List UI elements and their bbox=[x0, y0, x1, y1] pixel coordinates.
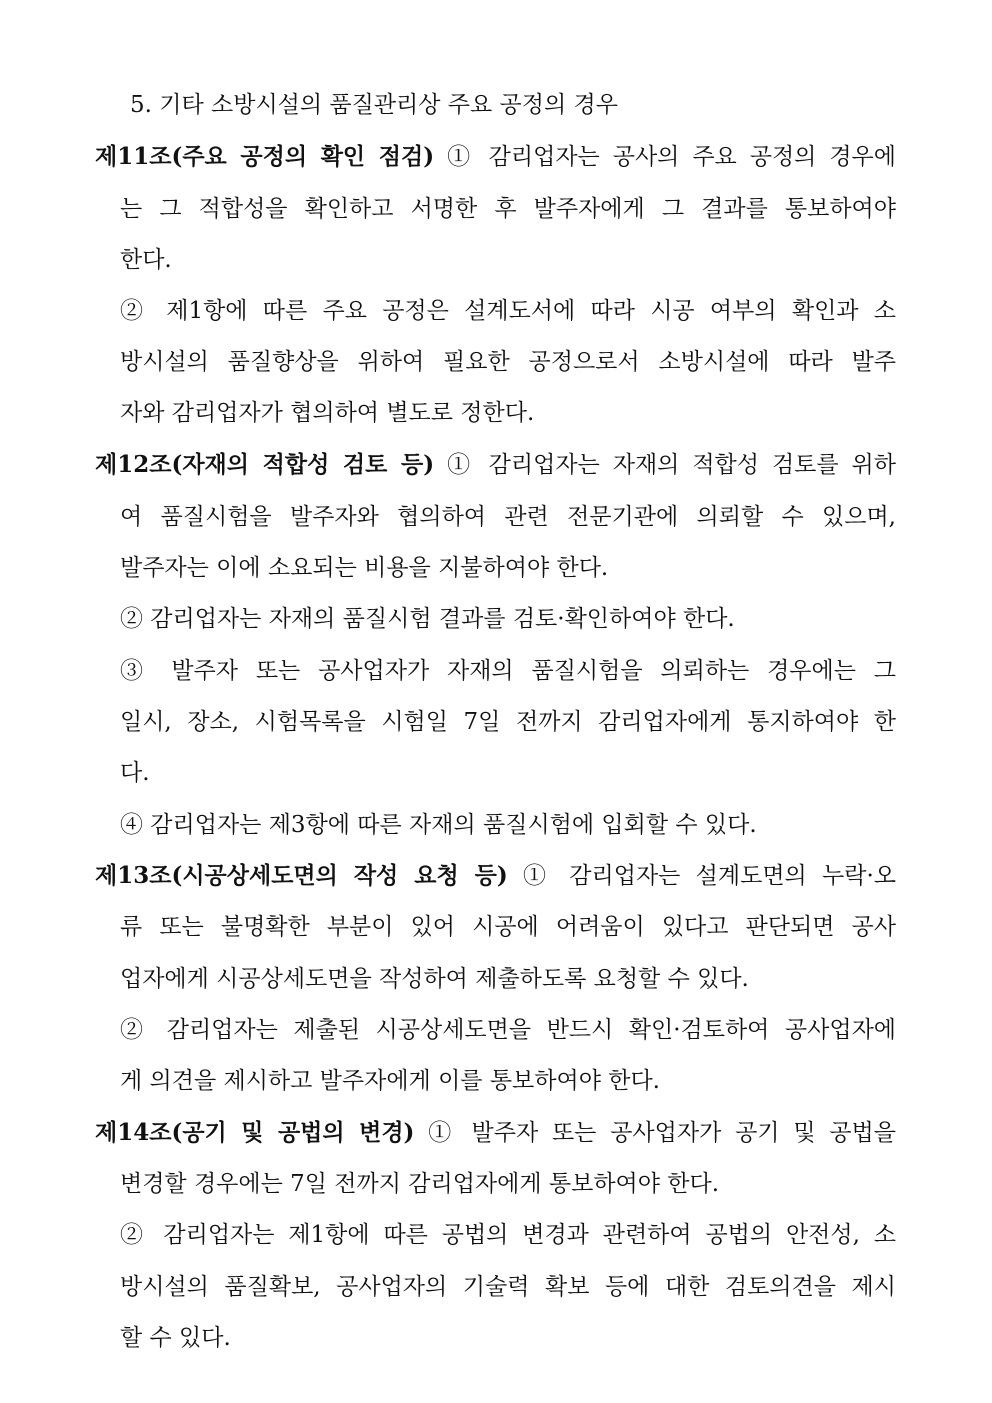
line-text: 방시설의 품질향상을 위하여 필요한 공정으로서 소방시설에 따라 발주 bbox=[120, 349, 896, 375]
line-text: 일시, 장소, 시험목록을 시험일 7일 전까지 감리업자에게 통지하여야 한 bbox=[120, 709, 896, 735]
line-text: ④ 감리업자는 제3항에 따른 자재의 품질시험에 입회할 수 있다. bbox=[120, 812, 757, 838]
text-line bbox=[120, 1169, 719, 1199]
line-text: 류 또는 불명확한 부분이 있어 시공에 어려움이 있다고 판단되면 공사 bbox=[120, 914, 896, 940]
text-line bbox=[120, 810, 757, 840]
line-text: 할 수 있다. bbox=[120, 1325, 231, 1351]
line-text: 한다. bbox=[120, 247, 172, 273]
line-text: ① 감리업자는 공사의 주요 공정의 경우에 bbox=[434, 144, 896, 170]
line-text: ② 감리업자는 제출된 시공상세도면을 반드시 확인·검토하여 공사업자에 bbox=[120, 1017, 896, 1043]
text-line bbox=[120, 1015, 896, 1045]
text-line bbox=[120, 296, 896, 326]
text-line bbox=[120, 912, 896, 942]
line-text: ① 감리업자는 자재의 적합성 검토를 위하 bbox=[434, 452, 896, 478]
text-line bbox=[120, 502, 896, 532]
article-14-heading-line bbox=[95, 1118, 896, 1148]
text-line bbox=[120, 656, 896, 686]
line-text: 다. bbox=[120, 760, 150, 786]
article-13-heading: 제13조(시공상세도면의 작성 요청 등) bbox=[95, 862, 508, 889]
article-14-heading: 제14조(공기 및 공법의 변경) bbox=[95, 1119, 415, 1146]
text-line bbox=[120, 1066, 660, 1096]
line-text: ② 감리업자는 제1항에 따른 공법의 변경과 관련하여 공법의 안전성, 소 bbox=[120, 1222, 896, 1248]
line-text: 발주자는 이에 소요되는 비용을 지불하여야 한다. bbox=[120, 555, 609, 581]
article-13-heading-line bbox=[95, 861, 896, 891]
line-text: 는 그 적합성을 확인하고 서명한 후 발주자에게 그 결과를 통보하여야 bbox=[120, 196, 896, 222]
text-line bbox=[120, 1220, 896, 1250]
text-line bbox=[120, 553, 608, 583]
text-line bbox=[120, 964, 749, 994]
article-11-heading: 제11조(주요 공정의 확인 점검) bbox=[95, 143, 435, 170]
text-line bbox=[120, 398, 534, 428]
text-line bbox=[120, 245, 172, 275]
line-text: 방시설의 품질확보, 공사업자의 기술력 확보 등에 대한 검토의견을 제시 bbox=[120, 1274, 896, 1300]
text-line bbox=[120, 707, 896, 737]
line-text: ② 감리업자는 자재의 품질시험 결과를 검토·확인하여야 한다. bbox=[120, 606, 735, 632]
text-line bbox=[120, 1323, 231, 1353]
line-text: 변경할 경우에는 7일 전까지 감리업자에게 통보하여야 한다. bbox=[120, 1171, 720, 1197]
article-12-heading-line bbox=[95, 450, 896, 480]
text-line bbox=[120, 604, 735, 634]
line-text: 여 품질시험을 발주자와 협의하여 관련 전문기관에 의뢰할 수 있으며, bbox=[120, 504, 896, 530]
line-text: ① 감리업자는 설계도면의 누락·오 bbox=[507, 863, 896, 889]
line-text: ① 발주자 또는 공사업자가 공기 및 공법을 bbox=[414, 1120, 896, 1146]
text-line bbox=[120, 194, 896, 224]
line-text: ② 제1항에 따른 주요 공정은 설계도서에 따라 시공 여부의 확인과 소 bbox=[120, 298, 896, 324]
list-item-5 bbox=[130, 90, 618, 120]
text-line bbox=[120, 347, 896, 377]
line-text: 자와 감리업자가 협의하여 별도로 정한다. bbox=[120, 400, 535, 426]
line-text: 업자에게 시공상세도면을 작성하여 제출하도록 요청할 수 있다. bbox=[120, 966, 749, 992]
line-text: ③ 발주자 또는 공사업자가 자재의 품질시험을 의뢰하는 경우에는 그 bbox=[120, 658, 896, 684]
article-11-heading-line bbox=[95, 142, 896, 172]
article-12-heading: 제12조(자재의 적합성 검토 등) bbox=[95, 451, 435, 478]
text-line bbox=[120, 1272, 896, 1302]
line-text: 게 의견을 제시하고 발주자에게 이를 통보하여야 한다. bbox=[120, 1068, 660, 1094]
line-text: 5. 기타 소방시설의 품질관리상 주요 공정의 경우 bbox=[130, 92, 618, 118]
text-line bbox=[120, 758, 150, 788]
